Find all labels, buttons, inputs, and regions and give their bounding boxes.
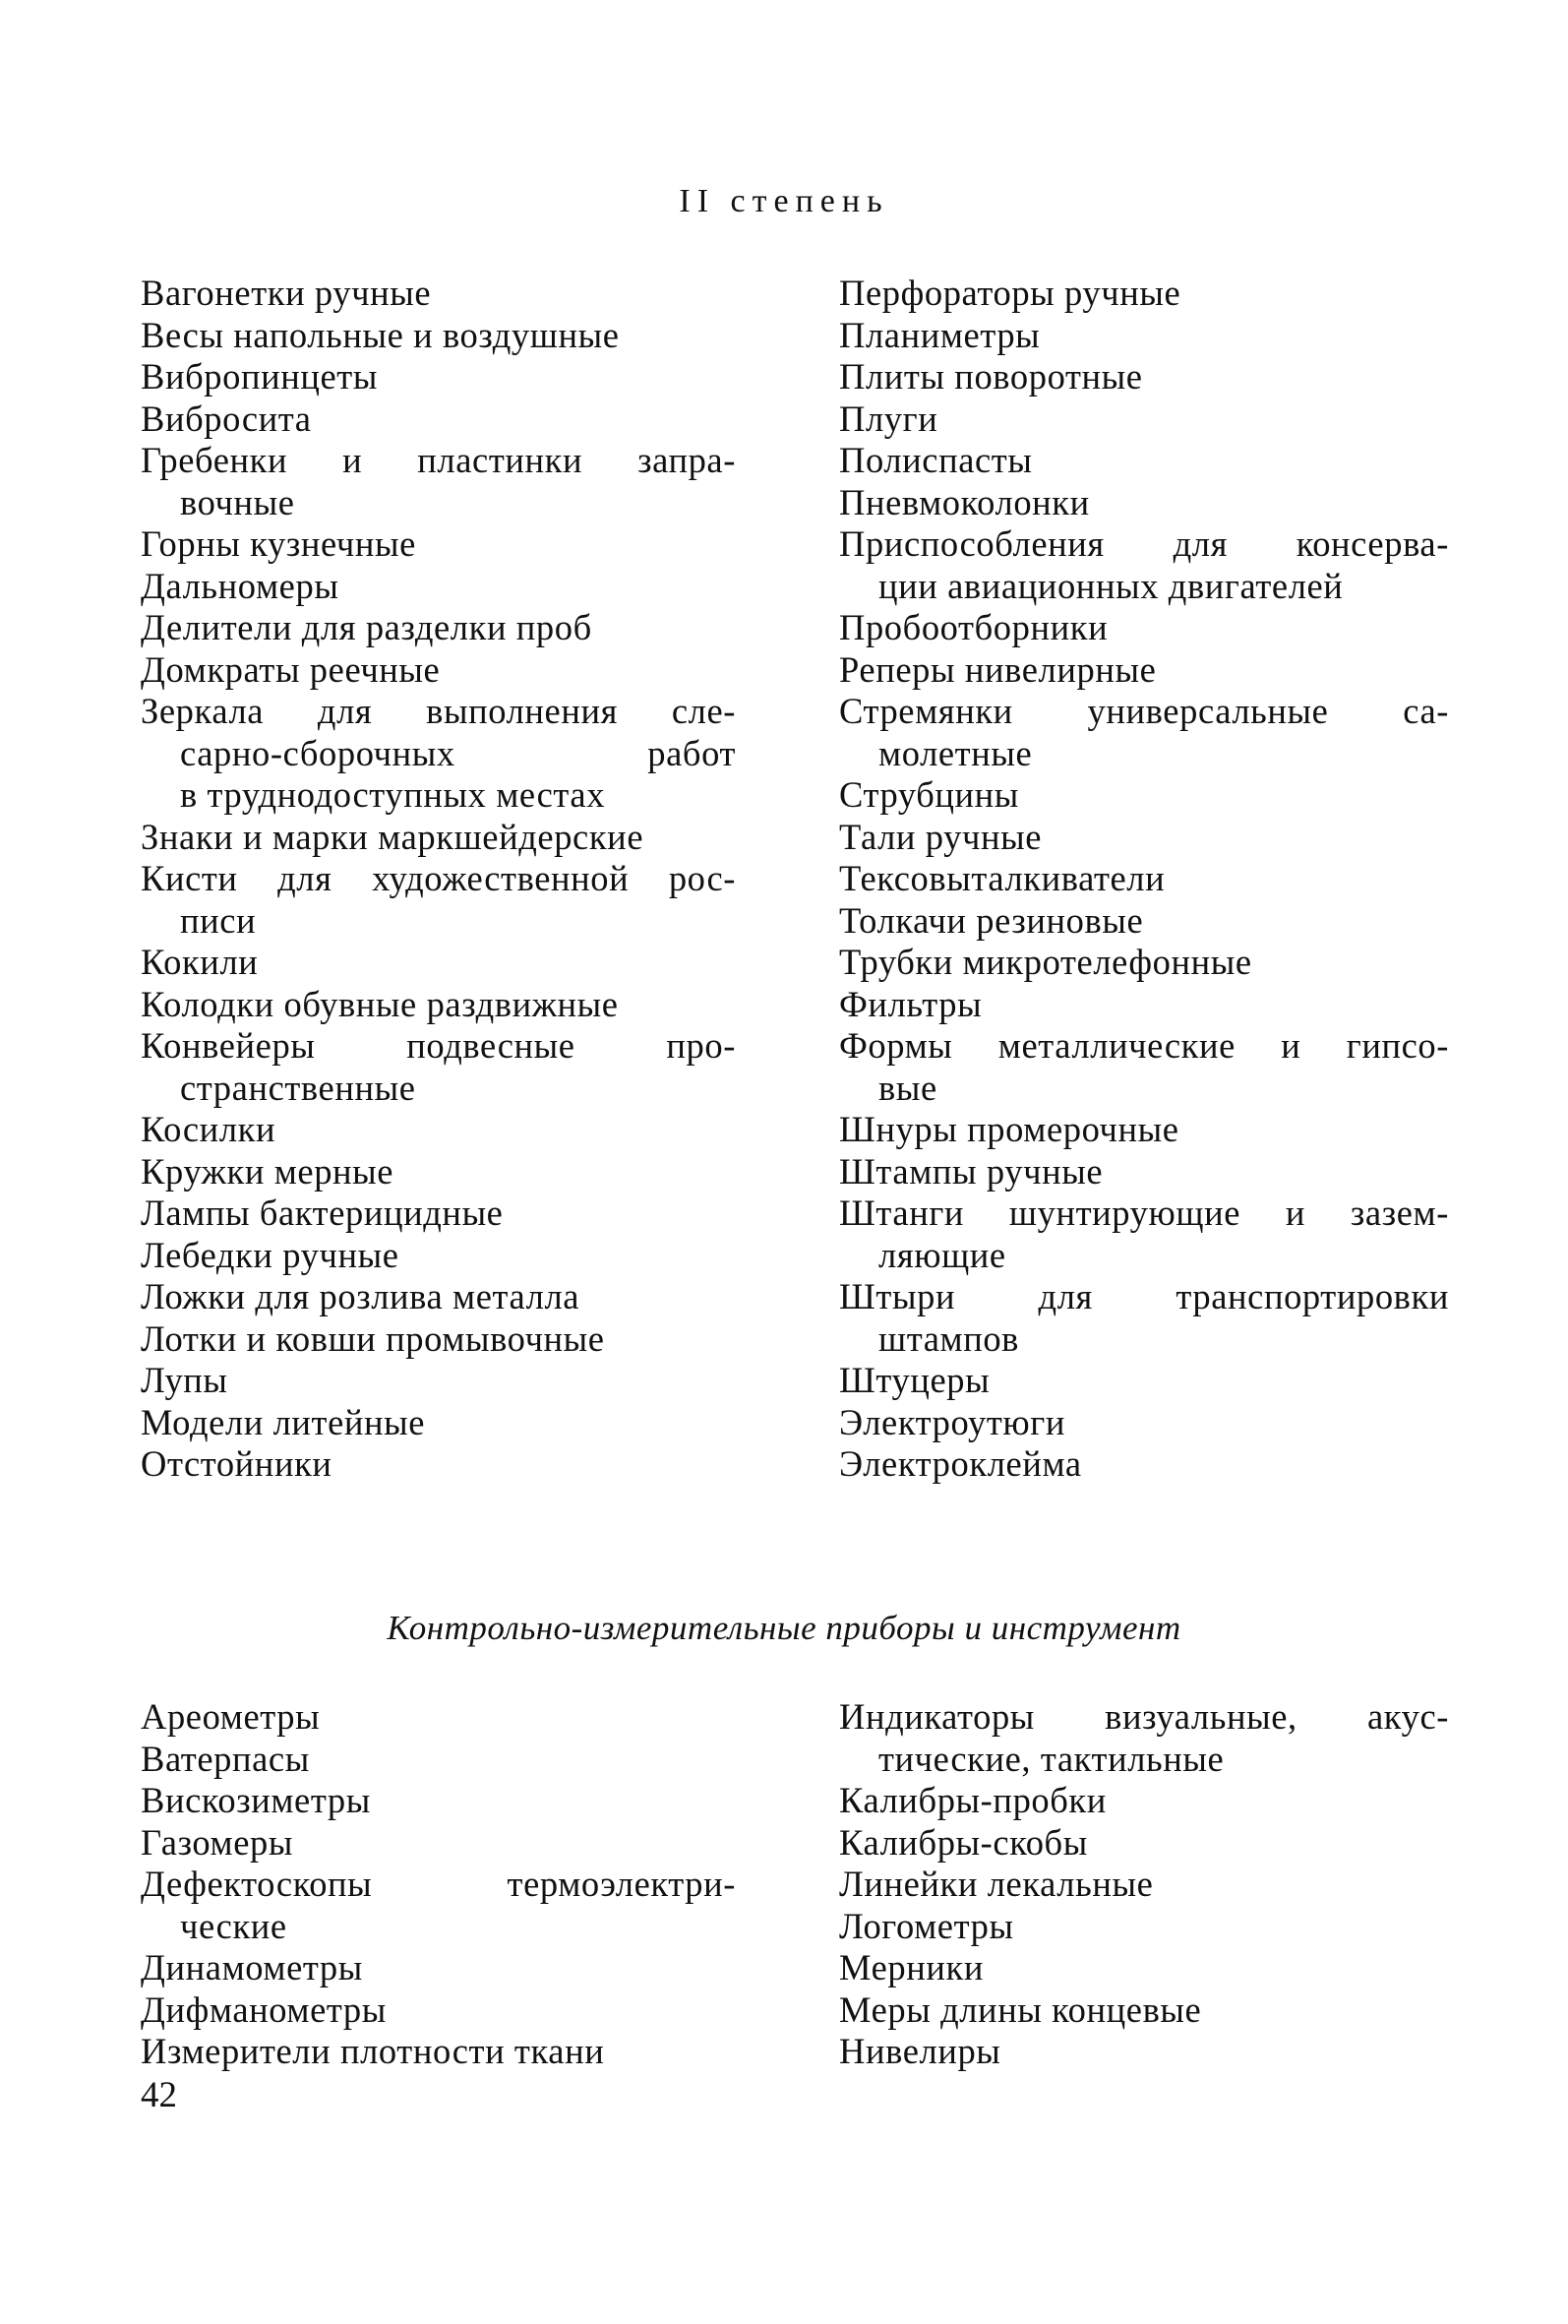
list-item bbox=[141, 1739, 736, 1781]
list-item bbox=[141, 1235, 736, 1277]
list-item bbox=[839, 2031, 1449, 2073]
list-item bbox=[141, 858, 736, 942]
list-item-continuation: вые bbox=[878, 1067, 937, 1108]
list-item bbox=[839, 1402, 1449, 1444]
list-item bbox=[839, 1443, 1449, 1486]
list-item bbox=[141, 1780, 736, 1822]
list-item-text: Дальномеры bbox=[141, 565, 339, 606]
list-item-text: Горны кузнечные bbox=[141, 523, 416, 564]
page-number: 42 bbox=[141, 2075, 177, 2115]
list-item bbox=[141, 1696, 736, 1739]
section-heading-instruments: Контрольно-измерительные приборы и инструмент bbox=[387, 1609, 1181, 1647]
list-item-text: Штыри для транспортировки bbox=[839, 1276, 1449, 1316]
list-item-text: Электроутюги bbox=[839, 1401, 1065, 1442]
list-item-continuation: в труднодоступных местах bbox=[180, 774, 606, 815]
list-item bbox=[839, 1193, 1449, 1276]
section2-right-column bbox=[839, 1696, 1449, 2073]
list-item bbox=[141, 566, 736, 608]
list-item bbox=[141, 691, 736, 817]
section1-right-column bbox=[839, 273, 1449, 1486]
list-item-text: Косилки bbox=[141, 1109, 276, 1149]
list-item-continuation: сарно-сборочных работ bbox=[180, 732, 736, 773]
list-item-text: Вагонетки ручные bbox=[141, 273, 432, 313]
list-item bbox=[839, 1696, 1449, 1780]
list-item-text: Газомеры bbox=[141, 1821, 294, 1863]
list-item bbox=[839, 1360, 1449, 1402]
list-item-text: Индикаторы визуальные, акус- bbox=[839, 1696, 1449, 1737]
list-item-text: Кисти для художественной рос- bbox=[141, 858, 736, 898]
list-item-text: Лампы бактерицидные bbox=[141, 1193, 504, 1233]
list-item-text: Меры длины концевые bbox=[839, 1988, 1202, 2030]
list-item bbox=[141, 1151, 736, 1193]
list-item-text: Фильтры bbox=[839, 983, 983, 1024]
list-item bbox=[839, 691, 1449, 774]
list-item-text: Модели литейные bbox=[141, 1401, 426, 1442]
list-item-text: Конвейеры подвесные про- bbox=[141, 1025, 736, 1066]
list-item-continuation: тические, тактильные bbox=[878, 1738, 1225, 1779]
list-item bbox=[141, 1443, 736, 1486]
list-item-text: Нивелиры bbox=[839, 2031, 1001, 2071]
list-item-text: Дефектоскопы термоэлектри- bbox=[141, 1864, 736, 1904]
list-item bbox=[141, 398, 736, 441]
list-item-text: Отстойники bbox=[141, 1443, 332, 1484]
list-item-text: Кокили bbox=[141, 942, 259, 982]
list-item bbox=[839, 356, 1449, 398]
list-item bbox=[839, 1025, 1449, 1109]
list-item bbox=[141, 1109, 736, 1151]
list-item-text: Вискозиметры bbox=[141, 1780, 371, 1820]
list-item bbox=[839, 523, 1449, 607]
list-item-text: Пробоотборники bbox=[839, 607, 1109, 647]
section-heading-grade-2: II степень bbox=[679, 183, 889, 219]
list-item bbox=[141, 315, 736, 357]
list-item-continuation: ляющие bbox=[878, 1234, 1006, 1275]
list-item bbox=[839, 1864, 1449, 1906]
list-item-continuation: вочные bbox=[180, 481, 295, 522]
list-item bbox=[839, 817, 1449, 859]
list-item-text: Динамометры bbox=[141, 1947, 363, 1988]
list-item bbox=[141, 2031, 736, 2073]
list-item bbox=[141, 523, 736, 566]
list-item-text: Штуцеры bbox=[839, 1360, 991, 1400]
list-item bbox=[839, 607, 1449, 649]
list-item bbox=[839, 1989, 1449, 2032]
list-item-continuation: странственные bbox=[180, 1067, 416, 1108]
list-item-text: Лотки и ковши промывочные bbox=[141, 1317, 605, 1359]
list-item bbox=[141, 1864, 736, 1947]
list-item-text: Шнуры промерочные bbox=[839, 1109, 1179, 1149]
list-item-continuation: штампов bbox=[878, 1317, 1020, 1359]
list-item-text: Весы напольные и воздушные bbox=[141, 314, 620, 355]
list-item bbox=[839, 900, 1449, 943]
list-item bbox=[839, 1151, 1449, 1193]
list-item bbox=[141, 1318, 736, 1361]
list-item bbox=[839, 1109, 1449, 1151]
list-item bbox=[141, 1989, 736, 2032]
list-item-continuation: молетные bbox=[878, 732, 1033, 773]
list-item bbox=[141, 649, 736, 692]
list-item bbox=[839, 858, 1449, 900]
list-item bbox=[141, 440, 736, 523]
list-item-text: Домкраты реечные bbox=[141, 648, 441, 690]
list-item-continuation: ческие bbox=[180, 1905, 287, 1946]
list-item-text: Электроклейма bbox=[839, 1443, 1082, 1484]
list-item-text: Ложки для розлива металла bbox=[141, 1276, 580, 1316]
list-item bbox=[141, 1947, 736, 1989]
list-item-text: Планиметры bbox=[839, 314, 1041, 355]
list-item bbox=[141, 1822, 736, 1865]
list-item bbox=[839, 649, 1449, 692]
list-item-text: Реперы нивелирные bbox=[839, 648, 1157, 690]
list-item-text: Кружки мерные bbox=[141, 1150, 394, 1192]
list-item-text: Трубки микротелефонные bbox=[839, 942, 1252, 982]
list-item-text: Плуги bbox=[839, 398, 938, 439]
list-item-text: Формы металлические и гипсо- bbox=[839, 1025, 1449, 1066]
list-item bbox=[839, 984, 1449, 1026]
list-item bbox=[839, 942, 1449, 984]
list-item bbox=[141, 1276, 736, 1318]
section1-left-column bbox=[141, 273, 736, 1486]
list-item-text: Приспособления для консерва- bbox=[839, 523, 1449, 564]
list-item bbox=[839, 273, 1449, 315]
section2-left-column bbox=[141, 1696, 736, 2073]
list-item bbox=[839, 1276, 1449, 1360]
list-item-text: Тали ручные bbox=[839, 816, 1043, 857]
list-item-text: Пневмоколонки bbox=[839, 481, 1090, 522]
list-item bbox=[141, 942, 736, 984]
list-item bbox=[141, 273, 736, 315]
list-item bbox=[839, 1780, 1449, 1822]
list-item-text: Лупы bbox=[141, 1360, 228, 1400]
list-item bbox=[141, 984, 736, 1026]
list-item bbox=[839, 440, 1449, 482]
list-item-text: Толкачи резиновые bbox=[839, 899, 1144, 941]
list-item-text: Штампы ручные bbox=[839, 1150, 1104, 1192]
list-item bbox=[839, 315, 1449, 357]
list-item-continuation: писи bbox=[180, 899, 257, 941]
list-item bbox=[839, 1947, 1449, 1989]
list-item-text: Колодки обувные раздвижные bbox=[141, 983, 619, 1024]
list-item-text: Полиспасты bbox=[839, 440, 1033, 480]
list-item-text: Тексовыталкиватели bbox=[839, 858, 1166, 898]
list-item-text: Дифманометры bbox=[141, 1988, 387, 2030]
list-item bbox=[839, 1822, 1449, 1865]
list-item-text: Логометры bbox=[839, 1905, 1014, 1946]
list-item bbox=[141, 1360, 736, 1402]
list-item-text: Знаки и марки маркшейдерские bbox=[141, 816, 644, 857]
list-item-text: Ареометры bbox=[141, 1696, 321, 1737]
list-item-text: Делители для разделки проб bbox=[141, 607, 592, 647]
list-item bbox=[141, 1193, 736, 1235]
list-item bbox=[141, 817, 736, 859]
list-item-text: Гребенки и пластинки запра- bbox=[141, 440, 736, 480]
list-item-text: Стремянки универсальные са- bbox=[839, 691, 1449, 731]
list-item bbox=[839, 482, 1449, 524]
list-item-text: Струбцины bbox=[839, 774, 1019, 815]
list-item-text: Штанги шунтирующие и зазем- bbox=[839, 1193, 1449, 1233]
list-item-text: Ватерпасы bbox=[141, 1738, 310, 1779]
list-item-text: Плиты поворотные bbox=[839, 356, 1143, 397]
list-item-text: Лебедки ручные bbox=[141, 1234, 399, 1275]
list-item-text: Вибросита bbox=[141, 398, 312, 439]
list-item bbox=[141, 1402, 736, 1444]
list-item-text: Вибропинцеты bbox=[141, 356, 378, 397]
list-item bbox=[141, 356, 736, 398]
list-item bbox=[141, 607, 736, 649]
list-item bbox=[839, 774, 1449, 817]
list-item-text: Перфораторы ручные bbox=[839, 273, 1181, 313]
list-item bbox=[839, 398, 1449, 441]
list-item-text: Калибры-скобы bbox=[839, 1821, 1088, 1863]
list-item-text: Мерники bbox=[839, 1947, 984, 1988]
list-item-text: Калибры-пробки bbox=[839, 1780, 1107, 1820]
list-item bbox=[839, 1906, 1449, 1948]
list-item-text: Зеркала для выполнения сле- bbox=[141, 691, 736, 731]
list-item-text: Линейки лекальные bbox=[839, 1864, 1154, 1904]
list-item-continuation: ции авиационных двигателей bbox=[878, 565, 1344, 606]
list-item bbox=[141, 1025, 736, 1109]
list-item-text: Измерители плотности ткани bbox=[141, 2031, 605, 2071]
